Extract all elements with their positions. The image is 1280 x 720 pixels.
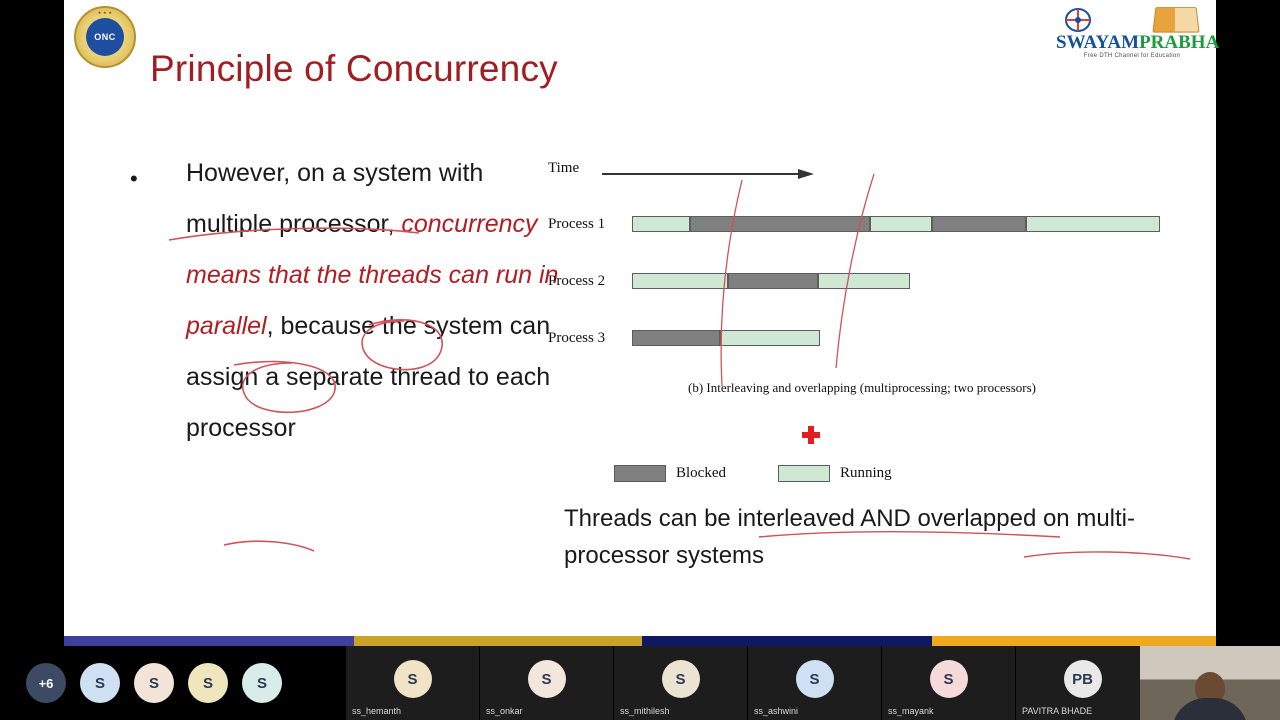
avatar: S <box>394 660 432 698</box>
process-3-track <box>632 330 1102 346</box>
participant-name: PAVITRA BHADE <box>1022 706 1093 716</box>
time-axis-label: Time <box>548 160 580 176</box>
brand-tagline: Free DTH Channel for Education <box>1083 53 1181 59</box>
timeline-segment-running <box>632 273 728 289</box>
time-arrow-icon <box>602 169 814 179</box>
presentation-slide <box>64 0 1220 636</box>
nptel-seal-logo <box>74 6 136 68</box>
participant-name: ss_onkar <box>486 706 523 716</box>
seal-ring-text: ★ ★ ★ <box>97 10 113 15</box>
timeline-segment-blocked <box>728 273 818 289</box>
self-video-tile[interactable] <box>1140 646 1280 720</box>
timeline-segment-blocked <box>932 216 1026 232</box>
process-2-label: Process 2 <box>548 273 606 289</box>
timeline-segment-blocked <box>690 216 870 232</box>
participant-tile[interactable] <box>480 646 614 720</box>
slide-color-strip <box>64 636 1216 646</box>
timeline-segment-blocked <box>632 330 720 346</box>
bullet-marker: • <box>130 166 138 191</box>
summary-text: Threads can be interleaved AND overlapped on multi-processor systems <box>564 505 1135 569</box>
participant-avatar[interactable]: S <box>242 663 282 703</box>
timeline-segment-running <box>720 330 820 346</box>
bullet-text-block <box>146 148 566 454</box>
participant-name: ss_mithilesh <box>620 706 670 716</box>
participant-tile[interactable] <box>882 646 1016 720</box>
legend-label-running: Running <box>840 465 892 481</box>
avatar: S <box>796 660 834 698</box>
process-3-label: Process 3 <box>548 330 606 346</box>
timeline-segment-running <box>1026 216 1160 232</box>
participant-tile[interactable] <box>748 646 882 720</box>
participant-avatar[interactable]: S <box>134 663 174 703</box>
figure-caption: (b) Interleaving and overlapping (multiprocessing; two processors) <box>687 380 1037 395</box>
participant-avatar[interactable]: S <box>80 663 120 703</box>
participant-avatar[interactable]: S <box>188 663 228 703</box>
process-1-label: Process 1 <box>548 216 606 232</box>
bullet-emphasis: concurrency means that the threads can run in parallel <box>186 210 559 340</box>
legend-swatch-blocked <box>614 465 666 482</box>
participant-avatar-row[interactable] <box>0 646 282 720</box>
strip-segment <box>354 636 642 646</box>
bullet-paragraph <box>146 148 566 454</box>
strip-segment <box>932 636 1216 646</box>
brand-first: SWAYAM <box>1056 32 1140 53</box>
brand-second: PRABHA <box>1139 32 1220 53</box>
open-book-icon <box>1152 7 1199 33</box>
timeline-segment-running <box>818 273 910 289</box>
figure-legend <box>614 465 892 482</box>
process-2-track <box>632 273 1102 289</box>
participant-tray <box>0 646 1280 720</box>
participant-name: ss_ashwini <box>754 706 799 716</box>
participant-tile[interactable] <box>1016 646 1150 720</box>
avatar: S <box>662 660 700 698</box>
bullet-part-2: , because the system can assign a separate thread to each processor <box>186 312 551 442</box>
brand-wordmark <box>1056 32 1220 54</box>
participant-tile[interactable] <box>346 646 480 720</box>
legend-swatch-running <box>778 465 830 482</box>
avatar: PB <box>1064 660 1102 698</box>
laser-pointer-icon <box>800 424 822 446</box>
page-title: Principle of Concurrency <box>150 48 558 89</box>
legend-label-blocked: Blocked <box>676 465 726 481</box>
overflow-participants-badge[interactable]: +6 <box>26 663 66 703</box>
bullet-part-1: However, on a system with multiple processor, <box>186 159 484 238</box>
participant-name: ss_hemanth <box>352 706 402 716</box>
participant-tile-row[interactable] <box>346 646 1150 720</box>
avatar: S <box>930 660 968 698</box>
timeline-figure <box>544 140 1164 500</box>
timeline-segment-running <box>632 216 690 232</box>
process-1-track <box>632 216 1102 232</box>
participant-tile[interactable] <box>614 646 748 720</box>
swayam-prabha-logo <box>1056 4 1220 68</box>
seal-inner-label: ONC <box>86 18 124 56</box>
strip-segment <box>64 636 354 646</box>
strip-segment <box>642 636 932 646</box>
timeline-segment-running <box>870 216 932 232</box>
participant-name: ss_mayank <box>888 706 934 716</box>
avatar: S <box>528 660 566 698</box>
